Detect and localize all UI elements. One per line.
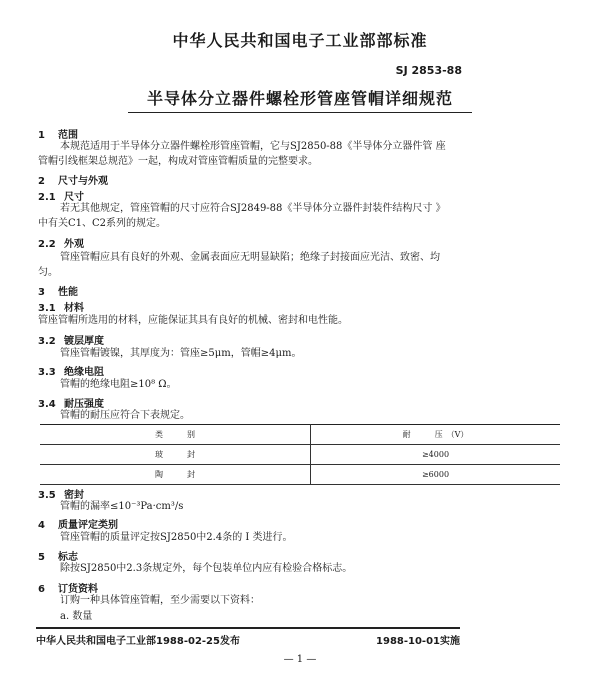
table-cell-voltage: ≥6000 bbox=[311, 465, 561, 485]
effective-date: 1988-10-01实施 bbox=[376, 636, 460, 647]
page-number: — 1 — bbox=[283, 654, 317, 665]
table-header-row bbox=[40, 425, 560, 445]
standard-org-header: 中华人民共和国电子工业部部标准 bbox=[172, 31, 428, 50]
section-2-heading: 2 尺寸与外观 bbox=[38, 176, 108, 187]
section-1-text-line1: 本规范适用于半导体分立器件螺栓形管座管帽，它与SJ2850-88《半导体分立器件管 座 bbox=[60, 141, 446, 152]
section-2-1-heading: 2.1 尺寸 bbox=[38, 192, 84, 203]
section-2-2-text-line1: 管座管帽应具有良好的外观、金属表面应无明显缺陷；绝缘子封接面应光洁、致密、均 bbox=[60, 252, 440, 263]
section-2-1-text-line1: 若无其他规定，管座管帽的尺寸应符合SJ2849-88《半导体分立器件封装件结构尺寸 》 bbox=[60, 203, 446, 214]
section-2-1-text-line2: 中有关C1、C2系列的规定。 bbox=[38, 218, 167, 229]
table-row bbox=[40, 445, 560, 465]
section-1-heading: 1 范围 bbox=[38, 130, 78, 141]
section-3-2-text: 管座管帽镀镍，其厚度为：管座≥5μm，管帽≥4μm。 bbox=[60, 348, 302, 359]
table-header-category: 类 别 bbox=[40, 425, 311, 445]
table-header-voltage: 耐 压 （V） bbox=[311, 425, 561, 445]
section-3-2-heading: 3.2 镀层厚度 bbox=[38, 336, 104, 347]
table-row bbox=[40, 465, 560, 485]
section-3-5-heading: 3.5 密封 bbox=[38, 490, 84, 501]
section-6-item-a: a. 数量 bbox=[60, 611, 93, 622]
section-6-heading: 6 订货资料 bbox=[38, 584, 98, 595]
footer-rule bbox=[36, 627, 460, 629]
table-cell-category: 玻 封 bbox=[40, 445, 311, 465]
voltage-table bbox=[40, 424, 560, 485]
issue-date: 中华人民共和国电子工业部1988-02-25发布 bbox=[36, 636, 240, 647]
section-4-text: 管座管帽的质量评定按SJ2850中2.4条的 I 类进行。 bbox=[60, 532, 293, 543]
section-5-heading: 5 标志 bbox=[38, 552, 78, 563]
section-2-2-heading: 2.2 外观 bbox=[38, 239, 84, 250]
table-cell-voltage: ≥4000 bbox=[311, 445, 561, 465]
standard-code: SJ 2853-88 bbox=[395, 64, 462, 77]
section-3-heading: 3 性能 bbox=[38, 287, 78, 298]
section-3-3-text: 管帽的绝缘电阻≥10⁸ Ω。 bbox=[60, 379, 177, 390]
section-3-5-text: 管帽的漏率≤10⁻³Pa·cm³/s bbox=[60, 501, 184, 512]
section-4-heading: 4 质量评定类别 bbox=[38, 520, 118, 531]
section-3-1-heading: 3.1 材料 bbox=[38, 303, 84, 314]
section-5-text: 除按SJ2850中2.3条规定外，每个包装单位内应有检验合格标志。 bbox=[60, 563, 353, 574]
table-cell-category: 陶 封 bbox=[40, 465, 311, 485]
document-title: 半导体分立器件螺栓形管座管帽详细规范 bbox=[146, 89, 453, 108]
section-2-2-text-line2: 匀。 bbox=[38, 267, 58, 278]
section-3-4-text: 管帽的耐压应符合下表规定。 bbox=[60, 410, 190, 421]
section-3-3-heading: 3.3 绝缘电阻 bbox=[38, 367, 104, 378]
section-3-4-heading: 3.4 耐压强度 bbox=[38, 399, 104, 410]
section-1-text-line2: 管帽引线框架总规范》一起，构成对管座管帽质量的完整要求。 bbox=[38, 156, 318, 167]
title-underline bbox=[128, 112, 472, 113]
section-3-1-text: 管座管帽所选用的材料，应能保证其具有良好的机械、密封和电性能。 bbox=[38, 315, 348, 326]
section-6-text: 订购一种具体管座管帽，至少需要以下资料： bbox=[60, 595, 260, 606]
